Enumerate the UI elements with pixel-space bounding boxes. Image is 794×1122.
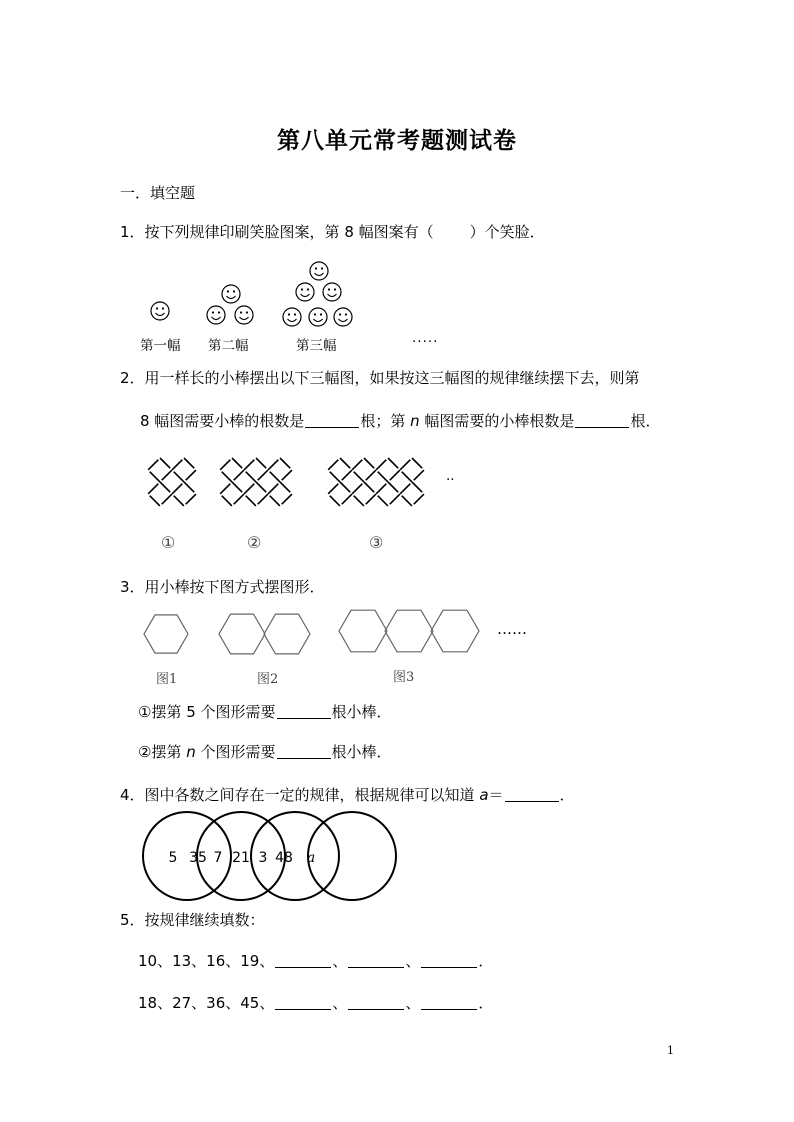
figure-label-3: ③ — [369, 533, 384, 552]
circle-variable-a: a — [306, 850, 316, 866]
seq1-blank-1[interactable] — [275, 953, 331, 968]
circle-number: 21 — [232, 850, 250, 866]
figure-label-1: ① — [161, 533, 176, 552]
q3-ellipsis: …… — [497, 620, 527, 638]
seq1-blank-2[interactable] — [348, 953, 404, 968]
sequence-1 — [138, 951, 493, 971]
q3-sub2-mid: 个图形需要 — [200, 743, 276, 761]
venn-circle — [308, 812, 396, 900]
q2-text-c: 幅图需要的小棒根数是 — [424, 412, 575, 430]
figure-label-2: ② — [247, 533, 262, 552]
q2-text-d: 根． — [630, 412, 661, 430]
question-5: 5．按规律继续填数： — [120, 911, 265, 929]
question-2-line-1: 2．用一样长的小棒摆出以下三幅图，如果按这三幅图的规律继续摆下去，则第 — [120, 369, 640, 387]
q3-sub2-end: 根小棒． — [331, 743, 392, 761]
seq2-blank-2[interactable] — [348, 995, 404, 1010]
seq1-blank-3[interactable] — [421, 953, 477, 968]
circle-number: 3 — [258, 850, 268, 866]
seq2-sep-1: 、 — [332, 994, 348, 1012]
seq1-values: 10、13、16、19、 — [138, 952, 275, 970]
circle-number: 35 — [189, 850, 207, 866]
q1-text-end: ）个笑脸． — [469, 223, 545, 241]
sequence-2 — [138, 993, 493, 1013]
q3-variable-n: n — [186, 743, 196, 761]
q1-text-start: 1．按下列规律印刷笑脸图案，第 8 幅图案有（ — [120, 223, 434, 241]
seq2-sep-2: 、 — [405, 994, 421, 1012]
question-3: 3．用小棒按下图方式摆图形． — [120, 578, 325, 596]
q2-ellipsis: ·· — [446, 472, 455, 488]
seq1-end: ． — [478, 952, 494, 970]
q2-text-b: 根；第 — [360, 412, 406, 430]
hex-figure-label-1: 图1 — [156, 672, 178, 687]
circle-number: 48 — [275, 850, 293, 866]
seq1-sep-1: 、 — [332, 952, 348, 970]
seq1-sep-2: 、 — [405, 952, 421, 970]
q3-sub1-end: 根小棒． — [331, 703, 392, 721]
q2-variable-n: n — [410, 412, 420, 430]
q3-sub1-text: ①摆第 5 个图形需要 — [138, 703, 276, 721]
hex-figure-label-3: 图3 — [393, 670, 415, 685]
circle-number: 5 — [168, 850, 178, 866]
section-heading: 一．填空题 — [120, 184, 196, 202]
circle-number: 7 — [213, 850, 223, 866]
page-title: 第八单元常考题测试卷 — [277, 127, 517, 154]
seq2-blank-3[interactable] — [421, 995, 477, 1010]
seq2-end: ． — [478, 994, 494, 1012]
seq2-blank-1[interactable] — [275, 995, 331, 1010]
q4-variable-a: a — [479, 786, 489, 804]
page-number: 1 — [667, 1044, 674, 1057]
hex-figure-label-2: 图2 — [257, 672, 279, 687]
caption-figure-3: 第三幅 — [296, 338, 337, 354]
caption-figure-2: 第二幅 — [208, 338, 249, 354]
q1-ellipsis: ····· — [412, 334, 439, 350]
seq2-values: 18、27、36、45、 — [138, 994, 275, 1012]
caption-figure-1: 第一幅 — [140, 338, 181, 354]
q4-equals: ＝ — [488, 786, 504, 804]
q3-sub2-text: ②摆第 — [138, 743, 182, 761]
q2-text-a: 8 幅图需要小棒的根数是 — [140, 412, 305, 430]
q4-end: ． — [559, 786, 575, 804]
q4-text: 4．图中各数之间存在一定的规律，根据规律可以知道 — [120, 786, 475, 804]
